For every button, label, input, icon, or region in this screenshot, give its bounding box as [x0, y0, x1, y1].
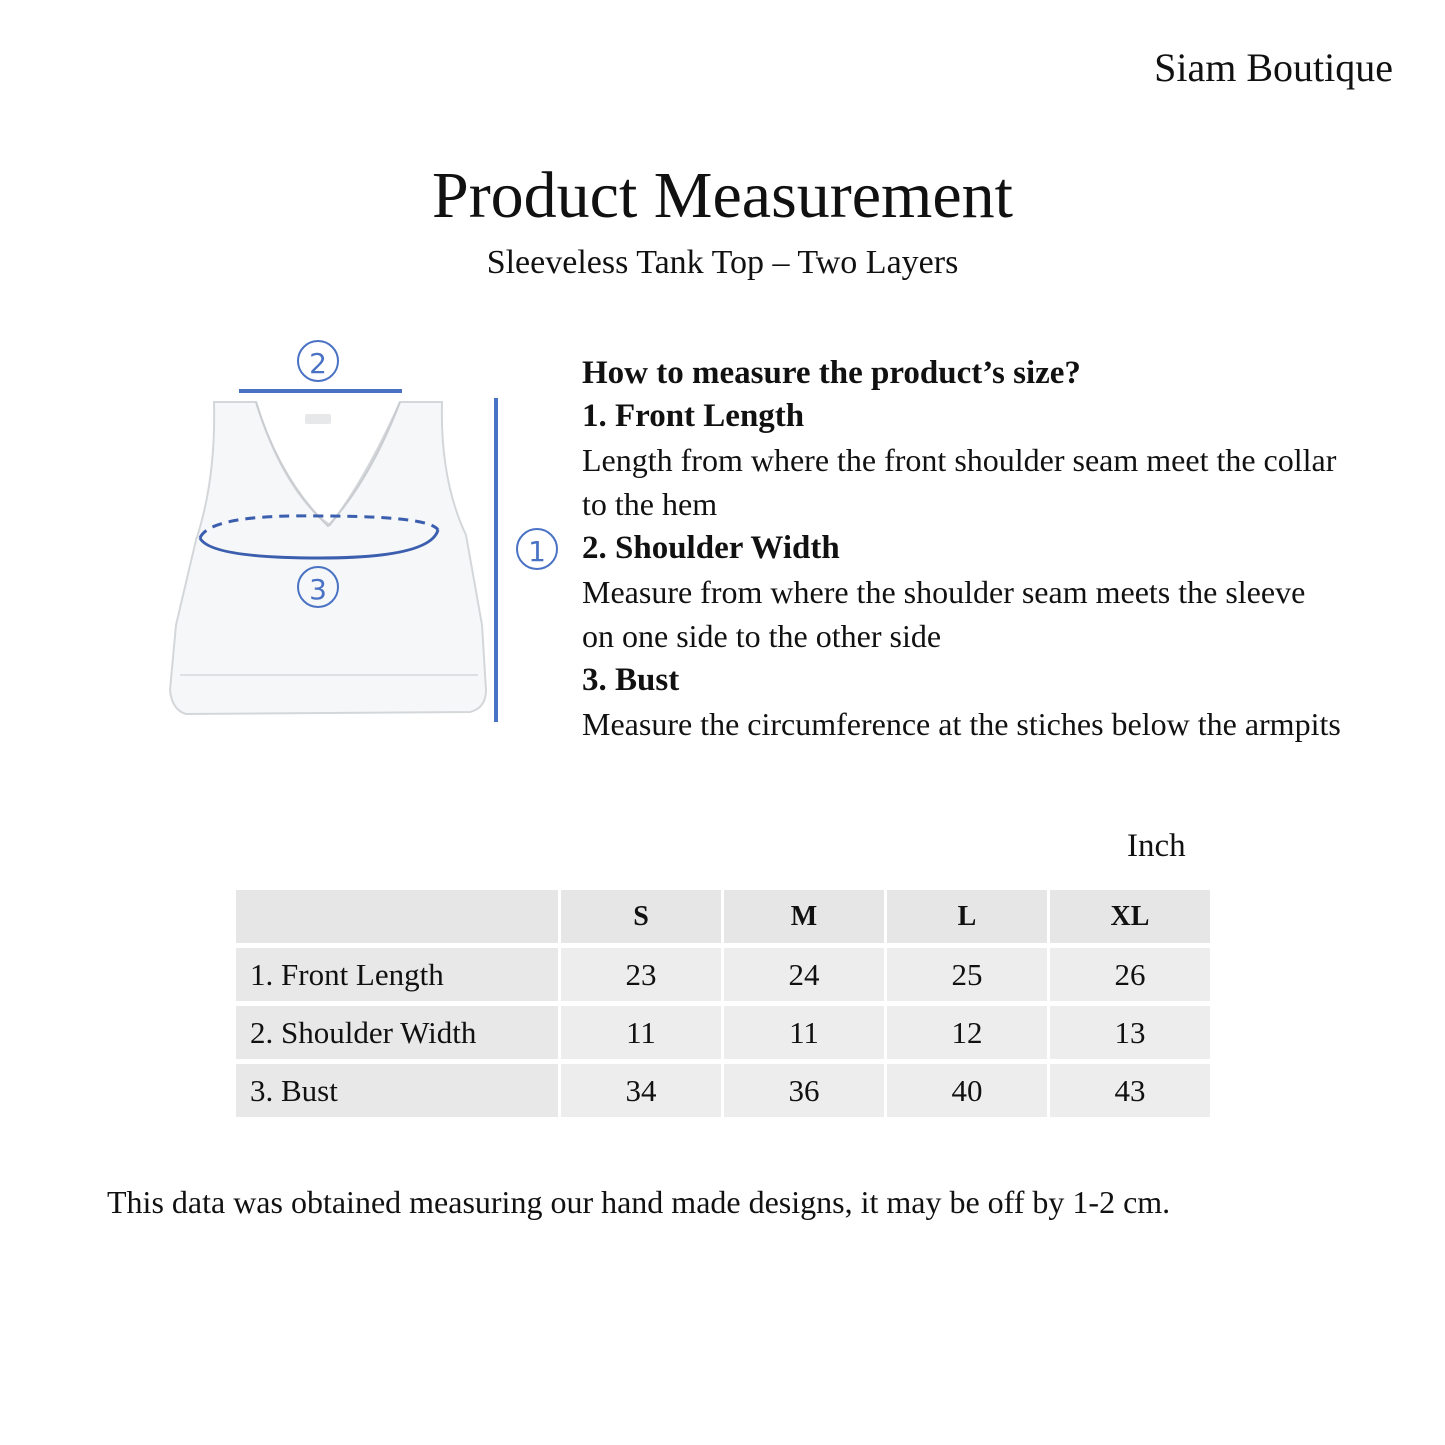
marker-2-label: 2	[309, 347, 327, 380]
table-cell: 13	[1050, 1006, 1210, 1064]
row-label: 1. Front Length	[236, 948, 561, 1006]
size-header-l: L	[887, 890, 1050, 948]
table-cell: 11	[724, 1006, 887, 1064]
guide-text-bust: Measure the circumference at the stiches below the armpits	[582, 706, 1341, 742]
guide-heading-shoulder-width: 2. Shoulder Width	[582, 530, 840, 566]
table-cell: 36	[724, 1064, 887, 1122]
tank-top-illustration	[150, 330, 570, 760]
size-header-xl: XL	[1050, 890, 1210, 948]
row-label: 3. Bust	[236, 1064, 561, 1122]
page-title: Product Measurement	[431, 159, 1013, 232]
unit-label: Inch	[1127, 828, 1186, 864]
guide-question: How to measure the product’s size?	[582, 355, 1081, 391]
page-subtitle: Sleeveless Tank Top – Two Layers	[486, 244, 959, 281]
size-header-m: M	[724, 890, 887, 948]
tank-top-diagram	[150, 330, 570, 760]
guide-text-front-length: Length from where the front shoulder seam meet the collar to the hem	[582, 442, 1337, 522]
size-header-s: S	[561, 890, 724, 948]
table-cell: 26	[1050, 948, 1210, 1006]
marker-1-label: 1	[528, 535, 546, 568]
table-cell: 11	[561, 1006, 724, 1064]
table-cell: 12	[887, 1006, 1050, 1064]
table-cell: 23	[561, 948, 724, 1006]
measurement-guide	[582, 352, 1342, 746]
table-cell: 25	[887, 948, 1050, 1006]
size-chart-table	[236, 890, 1210, 1122]
marker-3-label: 3	[309, 573, 327, 606]
table-cell: 43	[1050, 1064, 1210, 1122]
guide-heading-bust: 3. Bust	[582, 662, 680, 698]
disclaimer-note: This data was obtained measuring our hand made designs, it may be off by 1-2 cm.	[107, 1184, 1171, 1220]
table-cell: 40	[887, 1064, 1050, 1122]
table-cell: 34	[561, 1064, 724, 1122]
table-corner-cell	[236, 890, 561, 948]
row-label: 2. Shoulder Width	[236, 1006, 561, 1064]
brand-name: Siam Boutique	[1154, 45, 1393, 90]
table-row	[236, 1006, 1210, 1064]
table-row	[236, 948, 1210, 1006]
guide-heading-front-length: 1. Front Length	[582, 398, 805, 434]
garment-label	[305, 414, 331, 424]
table-cell: 24	[724, 948, 887, 1006]
guide-text-shoulder-width: Measure from where the shoulder seam meets the sleeve on one side to the other side	[582, 574, 1306, 654]
table-row	[236, 1064, 1210, 1122]
table-header-row	[236, 890, 1210, 948]
